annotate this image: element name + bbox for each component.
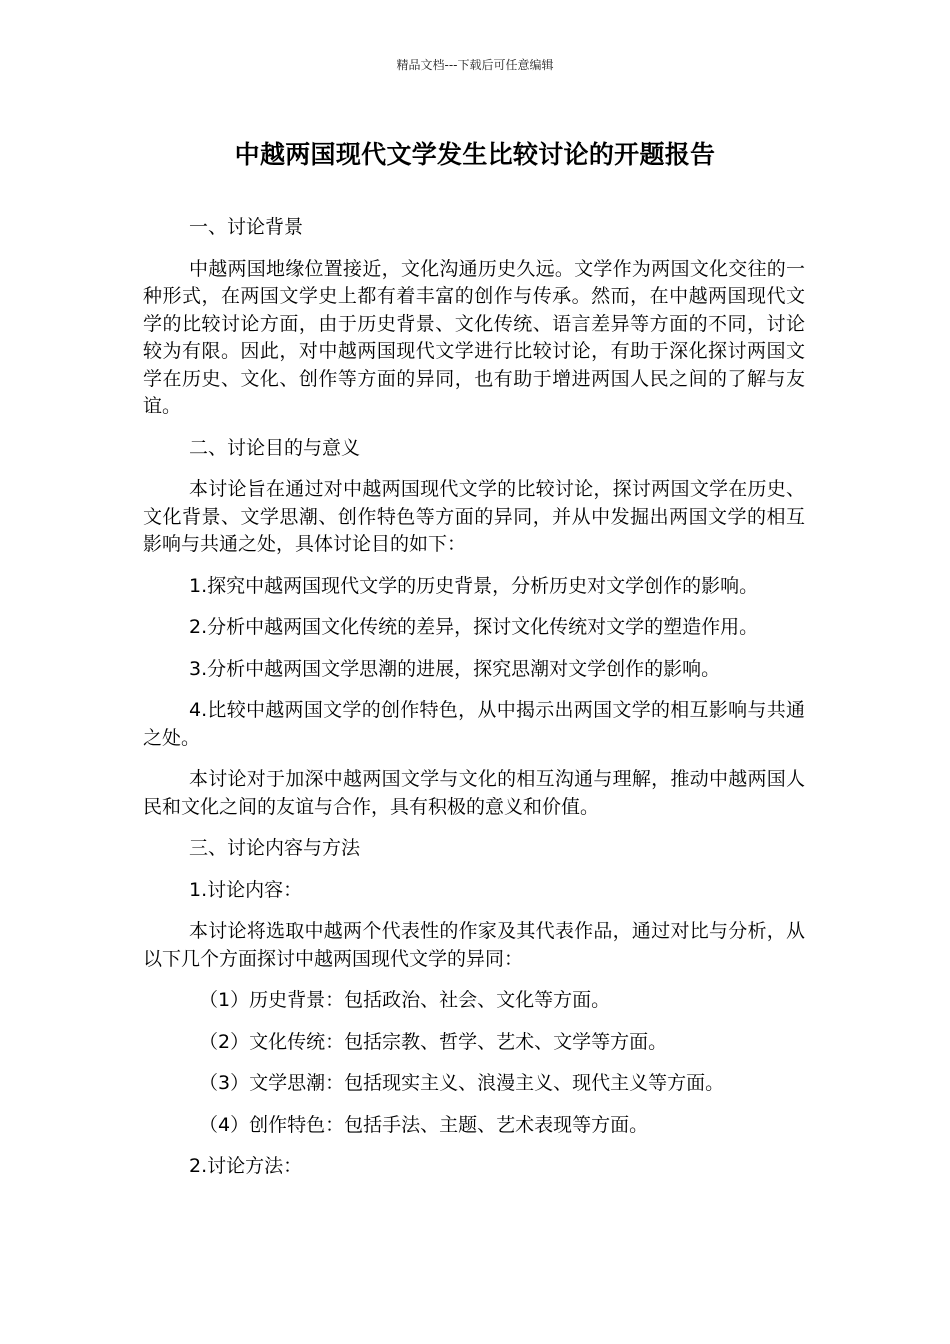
document-body xyxy=(143,214,805,1195)
paragraph-purpose-intro: 本讨论旨在通过对中越两国现代文学的比较讨论，探讨两国文学在历史、文化背景、文学思潮、创作特色等方面的异同，并从中发掘出两国文学的相互影响与共通之处，具体讨论目的如下： xyxy=(143,478,805,555)
content-item-3: （3）文学思潮：包括现实主义、浪漫主义、现代主义等方面。 xyxy=(199,1072,725,1094)
content-item-2: （2）文化传统：包括宗教、哲学、艺术、文学等方面。 xyxy=(199,1030,668,1053)
paragraph-significance: 本讨论对于加深中越两国文学与文化的相互沟通与理解，推动中越两国人民和文化之间的友谊与合作，具有积极的意义和价值。 xyxy=(143,768,805,818)
purpose-item-1: 1.探究中越两国现代文学的历史背景，分析历史对文学创作的影响。 xyxy=(189,574,759,597)
purpose-item-4: 4.比较中越两国文学的创作特色，从中揭示出两国文学的相互影响与共通之处。 xyxy=(143,699,805,749)
document-title: 中越两国现代文学发生比较讨论的开题报告 xyxy=(234,140,716,169)
subheading-method: 2.讨论方法： xyxy=(189,1155,303,1177)
purpose-item-2: 2.分析中越两国文化传统的差异，探讨文化传统对文学的塑造作用。 xyxy=(189,616,759,638)
content-item-1: （1）历史背景：包括政治、社会、文化等方面。 xyxy=(199,989,611,1011)
content-item-4: （4）创作特色：包括手法、主题、艺术表现等方面。 xyxy=(199,1113,649,1136)
purpose-item-3: 3.分析中越两国文学思潮的进展，探究思潮对文学创作的影响。 xyxy=(189,657,721,680)
paragraph-content-intro: 本讨论将选取中越两个代表性的作家及其代表作品，通过对比与分析，从以下几个方面探讨中越两国现代文学的异同： xyxy=(143,920,805,970)
section-heading-purpose: 二、讨论目的与意义 xyxy=(189,436,361,459)
section-heading-content-method: 三、讨论内容与方法 xyxy=(189,837,361,859)
header-note: 精品文档---下载后可任意编辑 xyxy=(396,58,554,72)
paragraph-background: 中越两国地缘位置接近，文化沟通历史久远。文学作为两国文化交往的一种形式，在两国文学史上都有着丰富的创作与传承。然而，在中越两国现代文学的比较讨论方面，由于历史背景、文化传统、语言差异等方面的不同，讨论较为有限。因此，对中越两国现代文学进行比较讨论，有助于深化探讨两国文学在历史、文化、创作等方面的异同，也有助于增进两国人民之间的了解与友谊。 xyxy=(143,257,805,417)
section-heading-background: 一、讨论背景 xyxy=(189,216,304,238)
subheading-content: 1.讨论内容： xyxy=(189,878,303,901)
